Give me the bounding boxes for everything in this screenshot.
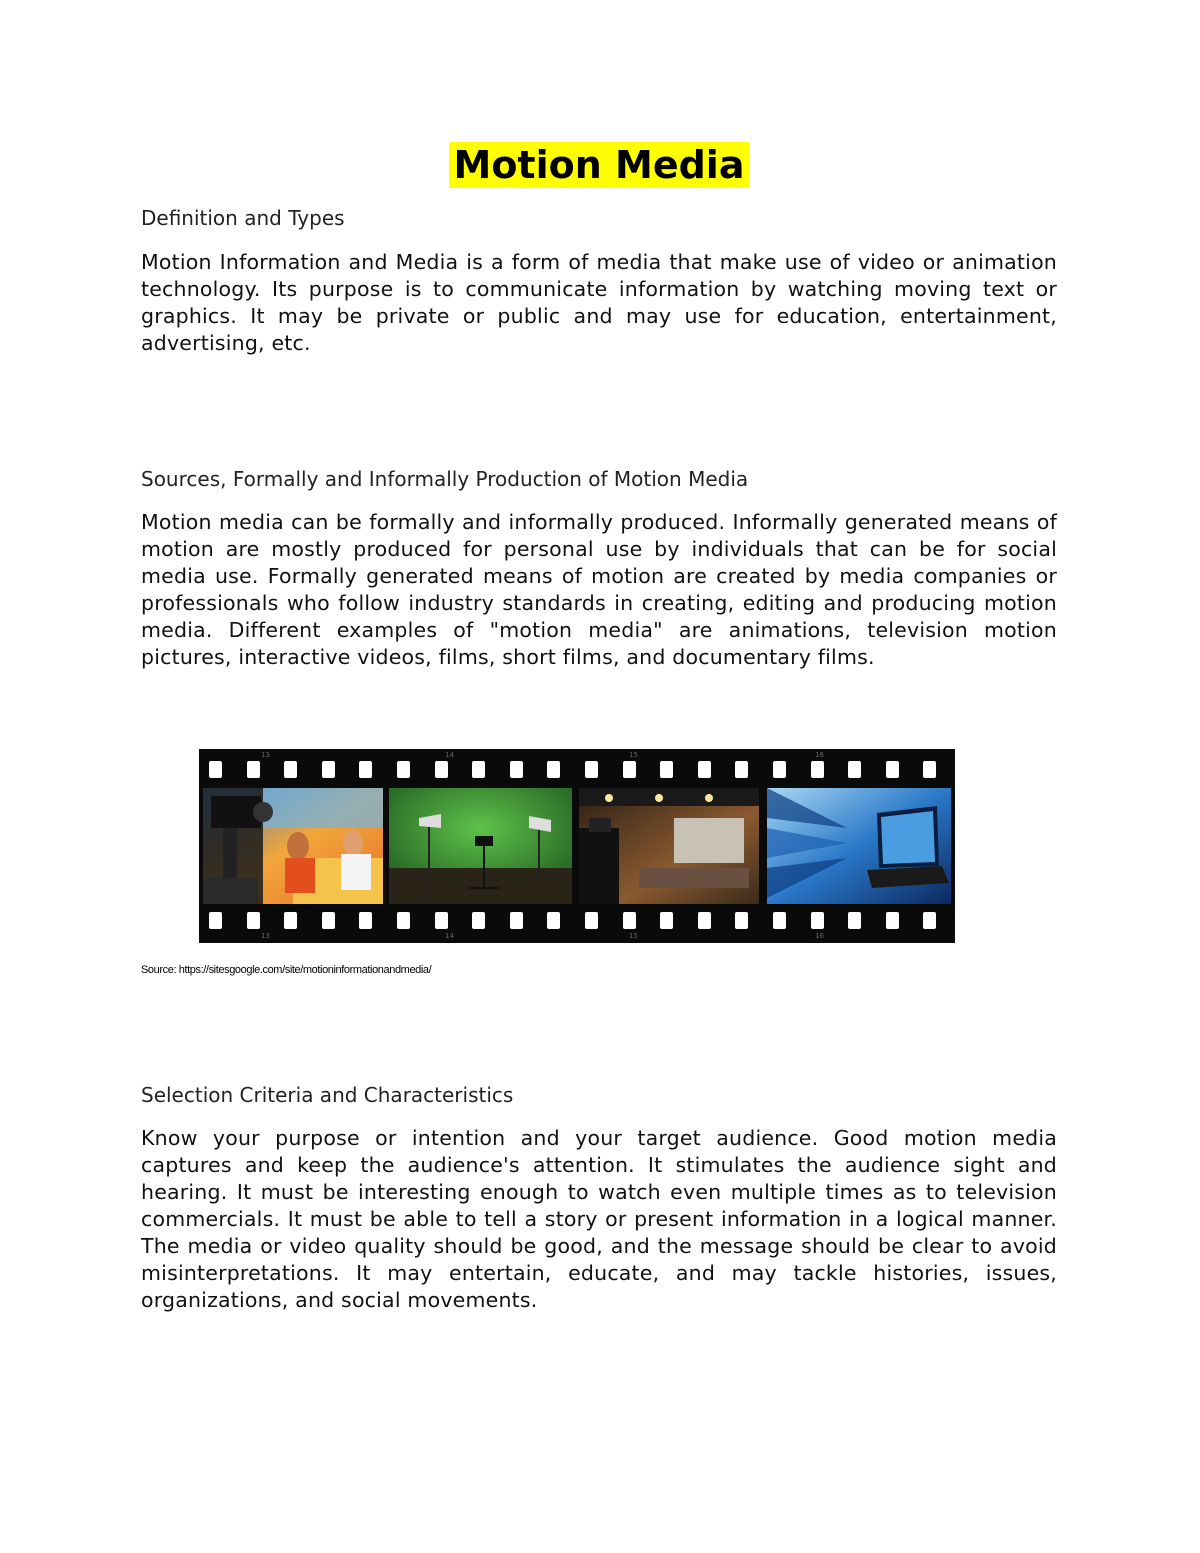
film-perforation xyxy=(886,761,899,778)
film-perforation xyxy=(698,912,711,929)
film-perforation xyxy=(735,761,748,778)
frame-sound-stage xyxy=(579,788,759,904)
film-perforation xyxy=(284,761,297,778)
film-perforation xyxy=(773,912,786,929)
film-perforation xyxy=(585,912,598,929)
frame-green-screen xyxy=(389,788,572,904)
film-perforation xyxy=(284,912,297,929)
frame-tv-studio xyxy=(203,788,383,904)
film-perforation xyxy=(811,912,824,929)
film-perforation xyxy=(923,761,936,778)
frame-number-bottom: 16 xyxy=(815,932,824,940)
film-perforation xyxy=(510,761,523,778)
film-perforation xyxy=(848,912,861,929)
frame-number-top: 13 xyxy=(261,751,270,759)
laptop-digital-media-photo xyxy=(767,788,951,904)
film-perforation xyxy=(472,912,485,929)
film-perforation xyxy=(923,912,936,929)
filmstrip-perforations-top xyxy=(199,761,955,781)
tv-studio-interview-photo xyxy=(203,788,383,904)
frame-number-top: 16 xyxy=(815,751,824,759)
section-body-definition: Motion Information and Media is a form of media that make use of video or animation technology. Its purpose is to communicate information by watching moving text or graphics. It may be private or public and may use for education, entertainment, advertising, etc. xyxy=(141,250,1057,355)
film-perforation xyxy=(623,912,636,929)
page-title: Motion Media xyxy=(449,142,750,188)
frame-number-bottom: 14 xyxy=(445,932,454,940)
section-heading-sources: Sources, Formally and Informally Production of Motion Media xyxy=(141,467,749,491)
green-screen-studio-photo xyxy=(389,788,572,904)
frame-number-bottom: 13 xyxy=(261,932,270,940)
film-perforation xyxy=(322,912,335,929)
film-perforation xyxy=(848,761,861,778)
filmstrip-perforations-bottom xyxy=(199,912,955,932)
filmstrip-image xyxy=(199,749,955,943)
frame-number-bottom: 15 xyxy=(629,932,638,940)
film-perforation xyxy=(773,761,786,778)
film-perforation xyxy=(209,912,222,929)
title-container xyxy=(141,142,1057,188)
section-heading-definition: Definition and Types xyxy=(141,206,345,230)
sound-stage-studio-photo xyxy=(579,788,759,904)
film-perforation xyxy=(660,761,673,778)
film-perforation xyxy=(547,761,560,778)
film-perforation xyxy=(359,761,372,778)
film-perforation xyxy=(735,912,748,929)
film-perforation xyxy=(247,761,260,778)
film-perforation xyxy=(811,761,824,778)
frame-number-top: 14 xyxy=(445,751,454,759)
film-perforation xyxy=(435,912,448,929)
section-body-selection: Know your purpose or intention and your target audience. Good motion media captures and keep the audience's attention. It stimulates the audience sight and hearing. It must be interesting enough to watch even multiple times as to television commercials. It must be able to tell a story or present information in a logical manner. The media or video quality should be good, and the message should be clear to avoid misinterpretations. It may entertain, educate, and may tackle histories, issues, organizations, and social movements. xyxy=(141,1126,1057,1312)
frame-number-top: 15 xyxy=(629,751,638,759)
film-perforation xyxy=(547,912,560,929)
film-perforation xyxy=(247,912,260,929)
film-perforation xyxy=(472,761,485,778)
film-perforation xyxy=(359,912,372,929)
film-perforation xyxy=(209,761,222,778)
film-perforation xyxy=(397,761,410,778)
film-perforation xyxy=(585,761,598,778)
section-heading-selection: Selection Criteria and Characteristics xyxy=(141,1083,514,1107)
section-body-sources: Motion media can be formally and informally produced. Informally generated means of motion are mostly produced for personal use by individuals that can be for social media use. Formally generated means of motion are created by media companies or professionals who follow industry standards in creating, editing and producing motion media. Different examples of "motion media" are animations, television motion pictures, interactive videos, films, short films, and documentary films. xyxy=(141,510,1057,669)
film-perforation xyxy=(435,761,448,778)
film-perforation xyxy=(886,912,899,929)
frame-laptop xyxy=(767,788,951,904)
film-perforation xyxy=(623,761,636,778)
film-perforation xyxy=(322,761,335,778)
film-perforation xyxy=(397,912,410,929)
film-perforation xyxy=(698,761,711,778)
film-perforation xyxy=(660,912,673,929)
film-perforation xyxy=(510,912,523,929)
image-source-caption: Source: https://sitesgoogle.com/site/motioninformationandmedia/ xyxy=(141,964,432,976)
